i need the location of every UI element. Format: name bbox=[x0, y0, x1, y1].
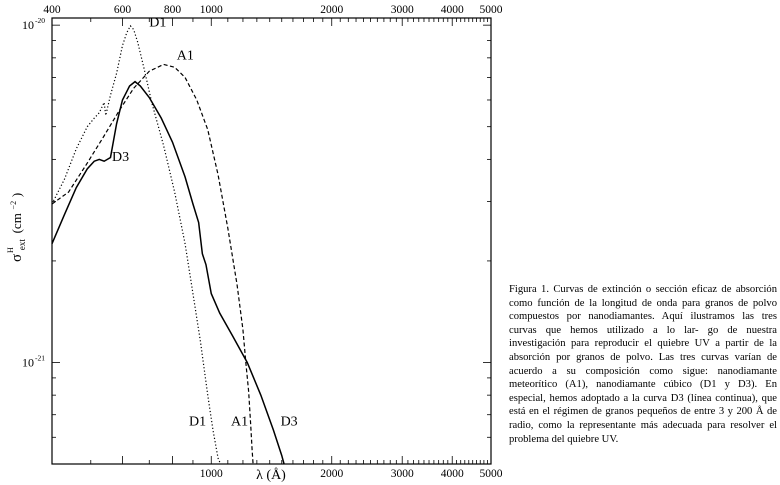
x-tick-label-bottom: 3000 bbox=[390, 468, 414, 480]
y-label-unit-close: ) bbox=[9, 192, 24, 198]
caption-line: ilustramos las tres curvas que hemos utilizado a lo lar- bbox=[509, 311, 777, 336]
caption-line: Figura 1. Curvas de extinción o sección eficaz de bbox=[509, 284, 732, 295]
caption-line: curva D3 (línea continua), que está en el régimen de bbox=[509, 392, 777, 418]
curve-label: D3 bbox=[280, 414, 298, 430]
plot-frame bbox=[52, 15, 491, 464]
x-tick-label-top: 3000 bbox=[390, 4, 414, 16]
curve-label: A1 bbox=[230, 414, 249, 430]
x-tick-label-bottom: 4000 bbox=[440, 468, 464, 480]
series-line-a1 bbox=[52, 64, 253, 464]
curve-label: D1 bbox=[149, 15, 167, 31]
y-label-unit-exp: −2 bbox=[9, 200, 18, 210]
curve-label: D1 bbox=[189, 414, 207, 430]
caption-line: tres curvas varían de acuerdo a su composición como bbox=[509, 351, 777, 377]
caption-line: sigue: nanodiamante meteorítico (A1), nanodiamante bbox=[509, 365, 777, 391]
y-tick-label-exp: -21 bbox=[35, 353, 45, 363]
caption-line: granos de polvo compuestos por nanodiamantes. Aquí bbox=[509, 297, 777, 323]
x-tick-label-bottom: 1000 bbox=[199, 468, 223, 480]
series-line-d3 bbox=[52, 82, 284, 464]
y-tick-label-exp: -20 bbox=[35, 16, 45, 26]
x-tick-label-top: 2000 bbox=[320, 4, 344, 16]
series-group bbox=[52, 26, 284, 464]
y-label-sigma: σ bbox=[9, 253, 25, 262]
caption-line: cúbico (D1 y D3). En especial, hemos adoptado a la bbox=[509, 379, 778, 404]
x-axis-label: λ (Å) bbox=[256, 468, 286, 483]
tick-labels bbox=[22, 4, 503, 480]
x-tick-label-bottom: 2000 bbox=[320, 468, 344, 480]
y-axis-label bbox=[4, 193, 29, 262]
caption-line: go de nuestra investigación para reproducir el quiebre bbox=[509, 324, 777, 350]
caption-line: UV a partir de la absorción por granos de polvo. Las bbox=[509, 338, 777, 363]
caption-line: absorción como función de la longitud de onda para bbox=[509, 284, 777, 309]
series-line-d1 bbox=[52, 26, 221, 464]
figure-caption bbox=[509, 283, 777, 446]
y-tick-label: 10 bbox=[22, 355, 34, 370]
x-tick-label-top: 800 bbox=[163, 4, 182, 16]
caption-line: del quiebre UV. bbox=[551, 433, 619, 445]
curve-labels bbox=[112, 16, 298, 430]
x-tick-label-top: 1000 bbox=[199, 4, 223, 16]
x-tick-label-bottom: 5000 bbox=[479, 468, 503, 480]
caption-line: granos pequeños de entre 3 y 200 Å de radio, como la bbox=[509, 406, 777, 431]
curve-label: D3 bbox=[112, 150, 130, 166]
axis-ticks bbox=[52, 15, 491, 464]
y-label-sub: ext bbox=[17, 239, 27, 251]
x-tick-label-top: 400 bbox=[43, 4, 61, 16]
caption-line: representante más adecuada para resolver el problema bbox=[509, 419, 777, 445]
y-label-unit: (cm bbox=[9, 213, 24, 234]
y-tick-label: 10 bbox=[22, 18, 34, 33]
curve-label: A1 bbox=[176, 48, 194, 64]
x-tick-label-top: 600 bbox=[113, 4, 132, 16]
x-tick-label-top: 5000 bbox=[479, 4, 503, 16]
x-tick-label-top: 4000 bbox=[440, 4, 464, 16]
y-label-sup: H bbox=[6, 247, 15, 253]
